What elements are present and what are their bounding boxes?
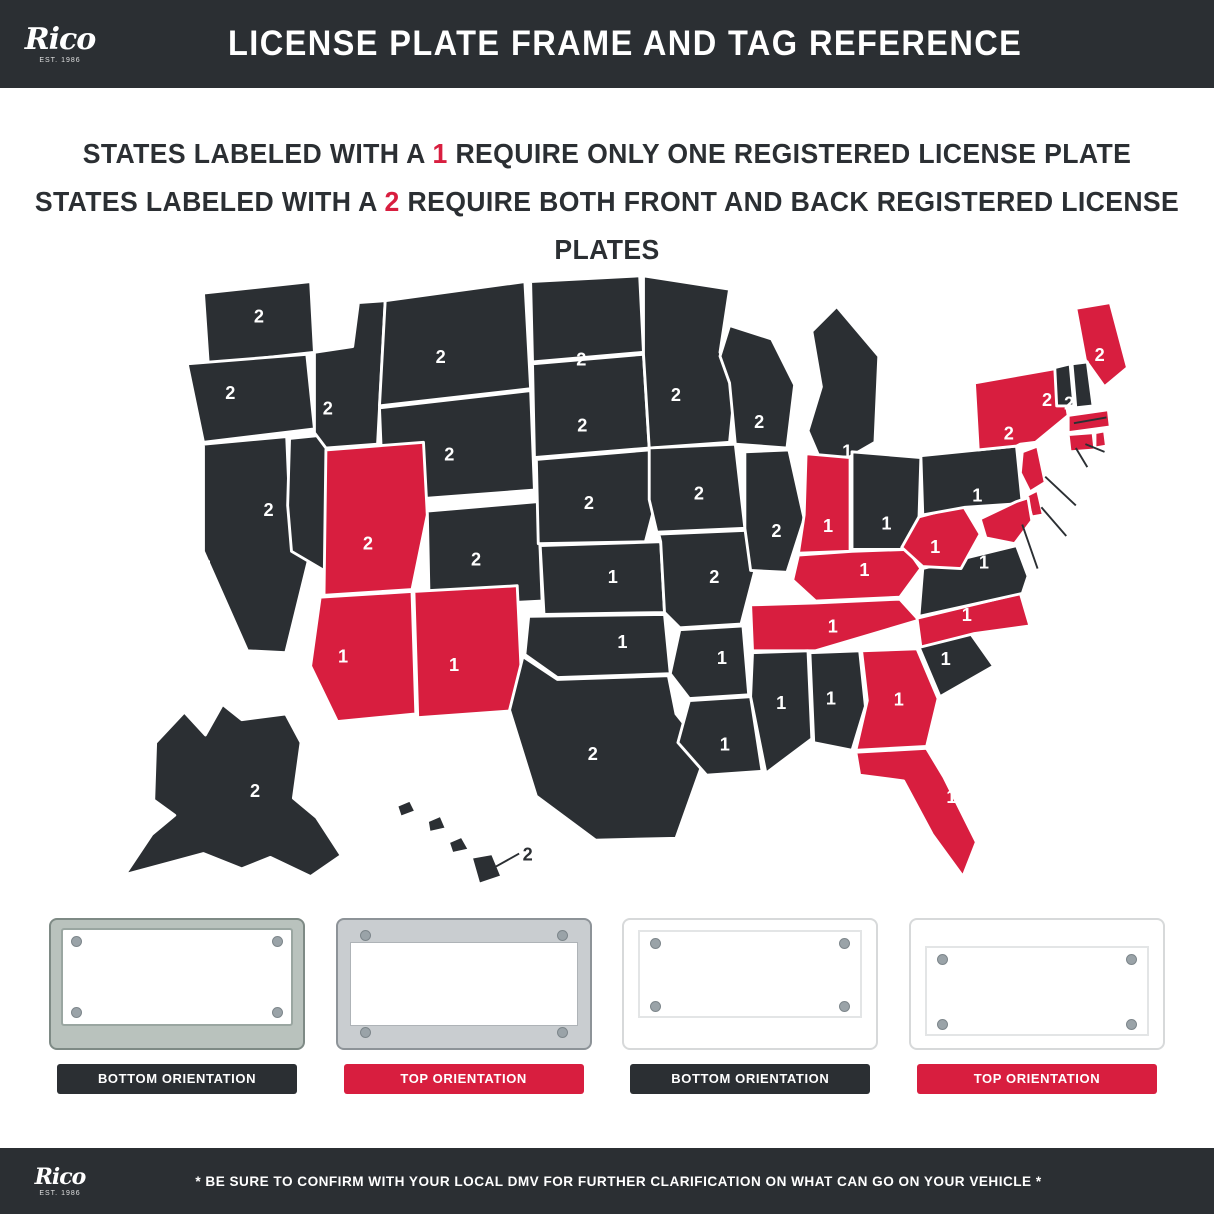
state-label-DE: 1 (1070, 526, 1081, 547)
state-label-CT: 2 (1088, 458, 1100, 479)
state-label-CO: 2 (471, 549, 482, 570)
screw-icon (71, 936, 82, 947)
state-HI (397, 800, 502, 884)
footer-brand-logo (0, 1148, 120, 1214)
state-label-KY: 1 (859, 560, 870, 581)
state-label-KS: 1 (607, 566, 618, 587)
plate-inner (61, 928, 293, 1026)
frame-caption-1: BOTTOM ORIENTATION (57, 1064, 297, 1094)
state-label-GA: 1 (893, 689, 904, 710)
state-NH (1072, 362, 1093, 408)
state-OR (187, 354, 314, 442)
state-CT (1068, 433, 1095, 452)
state-label-OR: 2 (225, 383, 236, 404)
state-label-VT: 2 (1042, 389, 1053, 410)
state-AR (670, 626, 748, 699)
legend-two-prefix: STATES LABELED WITH A (34, 186, 385, 217)
legend-two-number: 2 (384, 186, 400, 217)
state-label-ID: 2 (322, 398, 333, 419)
state-label-NY: 2 (1003, 423, 1014, 444)
state-label-SC: 1 (940, 649, 951, 670)
page-header (0, 0, 1214, 88)
state-KY (793, 549, 921, 601)
state-label-AK: 2 (250, 781, 261, 802)
screw-icon (272, 1007, 283, 1018)
state-label-TX: 2 (587, 743, 598, 764)
state-label-AZ: 1 (338, 646, 349, 667)
state-AK (125, 704, 341, 876)
brand-name: Rico (24, 21, 96, 57)
state-label-NC: 1 (961, 605, 972, 626)
state-AL (810, 651, 865, 750)
state-label-OH: 1 (881, 513, 892, 534)
state-NM (414, 586, 523, 718)
page-footer (0, 1148, 1214, 1214)
screw-icon (1126, 954, 1137, 965)
state-IN (798, 454, 850, 553)
license-plate-frame-white-top (909, 918, 1165, 1050)
state-label-MD: 2 (1041, 559, 1052, 580)
state-SD (533, 354, 650, 457)
state-label-ME: 2 (1094, 344, 1105, 365)
screw-icon (937, 954, 948, 965)
frame-gallery (0, 918, 1214, 1118)
legend-one-prefix: STATES LABELED WITH A (82, 138, 433, 169)
state-UT (324, 442, 427, 595)
frame-caption-2: TOP ORIENTATION (344, 1064, 584, 1094)
state-MT (379, 282, 530, 406)
state-label-NJ: 2 (1079, 496, 1090, 517)
state-label-IL: 2 (771, 520, 782, 541)
state-label-OK: 1 (617, 631, 628, 652)
screw-icon (1126, 1019, 1137, 1030)
brand-established: EST. 1986 (39, 56, 81, 64)
legend-one-suffix: REQUIRE ONLY ONE REGISTERED LICENSE PLATE (447, 138, 1132, 169)
state-label-MT: 2 (435, 346, 446, 367)
state-label-MA: 2 (1109, 410, 1121, 431)
state-label-LA: 1 (719, 734, 730, 755)
state-RI (1095, 431, 1106, 448)
legend-one-number: 1 (432, 138, 448, 169)
screw-icon (272, 936, 283, 947)
brand-logo (0, 0, 120, 88)
state-label-TN: 1 (827, 616, 838, 637)
state-label-MN: 2 (670, 385, 682, 406)
plate-inner (638, 930, 862, 1018)
us-map-svg (60, 250, 1160, 910)
state-label-UT: 2 (362, 533, 374, 554)
screw-icon (557, 930, 568, 941)
legend-two-suffix: REQUIRE BOTH FRONT AND BACK REGISTERED LICENSE PLATES (399, 186, 1180, 265)
state-label-NE: 2 (583, 493, 595, 514)
screw-icon (71, 1007, 82, 1018)
footer-brand-established: EST. 1986 (39, 1189, 81, 1197)
frame-item-4 (908, 918, 1166, 1118)
state-label-NM: 1 (449, 654, 460, 675)
frame-caption-4: TOP ORIENTATION (917, 1064, 1157, 1094)
state-ID (314, 301, 385, 448)
state-label-PA: 1 (972, 485, 983, 506)
state-label-WY: 2 (444, 444, 455, 465)
state-label-WV: 1 (930, 537, 941, 558)
frame-item-3 (621, 918, 879, 1118)
screw-icon (360, 1027, 371, 1038)
screw-icon (557, 1027, 568, 1038)
state-label-AR: 1 (716, 648, 727, 669)
state-label-AL: 1 (825, 688, 837, 709)
state-label-NH: 2 (1064, 393, 1075, 414)
state-MO (659, 530, 755, 628)
page-title: LICENSE PLATE FRAME AND TAG REFERENCE (228, 24, 1023, 63)
state-label-MO: 2 (709, 566, 720, 587)
state-label-WA: 2 (253, 306, 265, 327)
state-label-SD: 2 (577, 415, 588, 436)
state-IL (745, 450, 804, 572)
footer-brand-name: Rico (34, 1163, 86, 1190)
plate-inner (925, 946, 1149, 1036)
state-label-FL: 1 (946, 786, 957, 807)
state-label-VA: 1 (978, 552, 990, 573)
state-label-HI: 2 (522, 844, 533, 865)
state-label-NV: 2 (263, 499, 274, 520)
frame-item-1 (48, 918, 306, 1118)
state-FL (856, 748, 977, 876)
state-label-IN: 1 (823, 516, 834, 537)
license-plate-frame-chrome-bottom (49, 918, 305, 1050)
state-label-WI: 2 (754, 411, 765, 432)
state-label-MS: 1 (776, 693, 787, 714)
state-label-MI: 1 (842, 441, 853, 462)
plate-inner (350, 942, 578, 1026)
legend-line-one (30, 130, 1183, 178)
footer-disclaimer: * BE SURE TO CONFIRM WITH YOUR LOCAL DMV FOR FURTHER CLARIFICATION ON WHAT CAN GO ON YOUR VEHICLE * (195, 1173, 1042, 1189)
license-plate-frame-chrome-top (336, 918, 592, 1050)
screw-icon (360, 930, 371, 941)
frame-caption-3: BOTTOM ORIENTATION (630, 1064, 870, 1094)
license-plate-frame-white-bottom (622, 918, 878, 1050)
state-NJ (1020, 446, 1045, 492)
state-label-ND: 2 (576, 349, 587, 370)
state-label-IA: 2 (693, 483, 705, 504)
state-label-RI: 2 (1107, 442, 1118, 463)
frame-item-2 (335, 918, 593, 1118)
state-ND (531, 276, 644, 362)
state-label-CA: 1 (203, 557, 214, 578)
screw-icon (937, 1019, 948, 1030)
state-NE (536, 450, 657, 544)
state-OK (525, 614, 670, 677)
state-AZ (311, 591, 416, 721)
state-KS (540, 542, 664, 615)
us-map (60, 250, 1160, 910)
